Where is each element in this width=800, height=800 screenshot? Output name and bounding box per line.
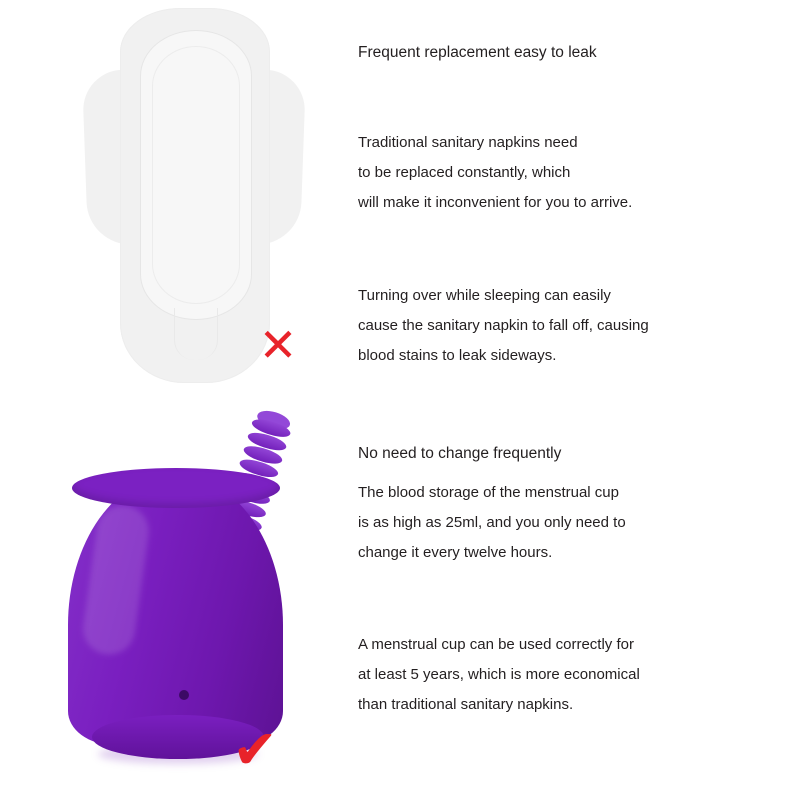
red-cross-mark: ✕ [258, 318, 298, 372]
illustration-column [0, 0, 345, 800]
paragraph-line: to be replaced constantly, which [358, 164, 571, 181]
paragraph-line: cause the sanitary napkin to fall off, causing [358, 317, 649, 334]
pad-crease [174, 308, 218, 360]
section-2-paragraph-1 [358, 478, 778, 568]
section-1-heading-text: Frequent replacement easy to leak [358, 44, 597, 61]
section-1-paragraph-1 [358, 128, 778, 218]
paragraph-line: blood stains to leak sideways. [358, 347, 557, 364]
paragraph-line: at least 5 years, which is more economical [358, 666, 640, 683]
paragraph-line: Traditional sanitary napkins need [358, 134, 578, 151]
text-column [358, 0, 778, 800]
section-2-paragraph-2 [358, 630, 778, 720]
menstrual-cup-illustration [40, 400, 340, 790]
cup-rim [72, 468, 280, 508]
pad-inner-outline-secondary [152, 46, 240, 304]
section-2-heading [358, 443, 778, 465]
section-1-paragraph-2 [358, 281, 778, 371]
section-2-heading-text: No need to change frequently [358, 445, 562, 462]
section-1-heading [358, 42, 778, 64]
red-check-mark: ✔ [232, 718, 278, 781]
paragraph-line: will make it inconvenient for you to arrive. [358, 194, 633, 211]
paragraph-line: is as high as 25ml, and you only need to [358, 514, 626, 531]
paragraph-line: A menstrual cup can be used correctly for [358, 636, 634, 653]
paragraph-line: change it every twelve hours. [358, 544, 553, 561]
paragraph-line: than traditional sanitary napkins. [358, 696, 574, 713]
cup-air-hole [179, 690, 189, 700]
paragraph-line: Turning over while sleeping can easily [358, 287, 611, 304]
paragraph-line: The blood storage of the menstrual cup [358, 484, 619, 501]
